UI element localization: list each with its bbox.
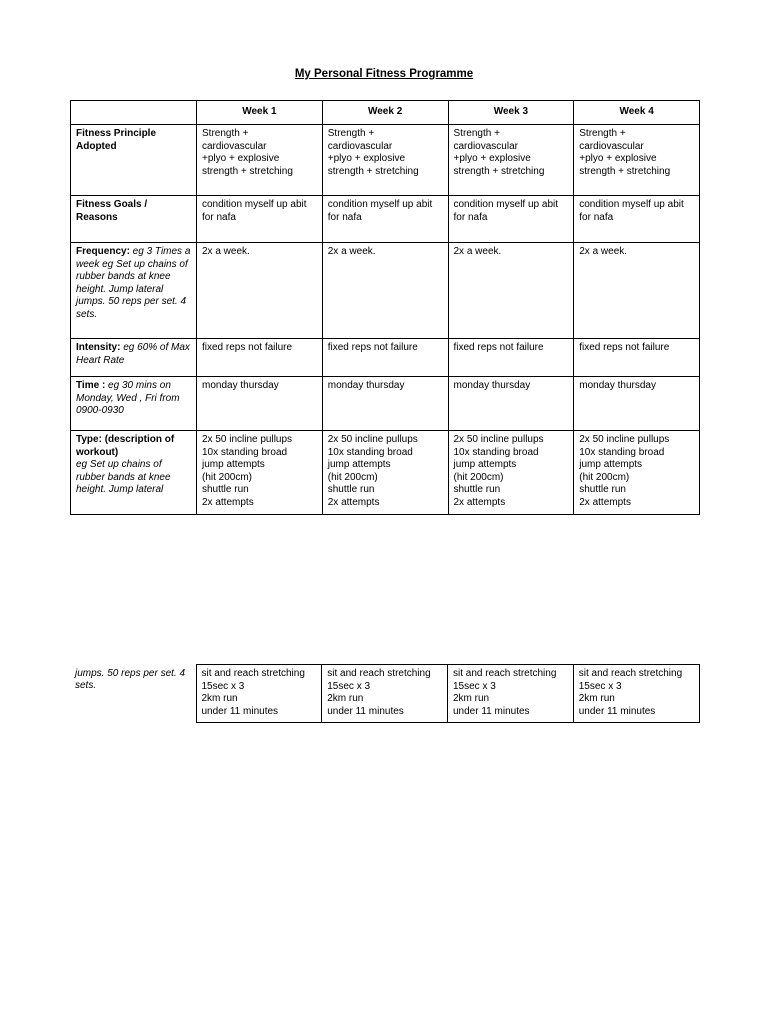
table-row-frequency (71, 243, 700, 339)
row-label-italic: eg 3 Times a week eg Set up chains of rubber bands at knee height. Jump lateral jumps. 50 reps per set. 4 sets. (76, 246, 191, 320)
table-row-fitness-goals (71, 196, 700, 243)
cell-principle-week-3: Strength + cardiovascular +plyo + explosive strength + stretching (448, 125, 574, 196)
cell-type-cont-week-1: sit and reach stretching 15sec x 3 2km run under 11 minutes (196, 665, 322, 723)
row-label-bold: Fitness Principle Adopted (76, 128, 157, 152)
cell-type-cont-week-4: sit and reach stretching 15sec x 3 2km run under 11 minutes (573, 665, 699, 723)
table-row-type-continued (70, 665, 699, 723)
table-row-intensity (71, 339, 700, 377)
row-label-bold: Intensity: (76, 342, 121, 353)
row-label-time (71, 377, 197, 431)
cell-frequency-week-4: 2x a week. (574, 243, 700, 339)
cell-type-week-4: 2x 50 incline pullups 10x standing broad jump attempts (hit 200cm) shuttle run 2x attempts (574, 431, 700, 515)
cell-type-week-3: 2x 50 incline pullups 10x standing broad jump attempts (hit 200cm) shuttle run 2x attempts (448, 431, 574, 515)
header-week-1: Week 1 (197, 101, 323, 125)
cell-goals-week-4: condition myself up abit for nafa (574, 196, 700, 243)
row-label-italic: jumps. 50 reps per set. 4 sets. (75, 667, 186, 691)
cell-type-cont-week-2: sit and reach stretching 15sec x 3 2km run under 11 minutes (322, 665, 448, 723)
table-row-fitness-principle (71, 125, 700, 196)
cell-intensity-week-3: fixed reps not failure (448, 339, 574, 377)
header-week-4: Week 4 (574, 101, 700, 125)
row-label-type (71, 431, 197, 515)
header-week-3: Week 3 (448, 101, 574, 125)
row-label-italic: eg 60% of Max Heart Rate (76, 342, 190, 366)
table-row-time (71, 377, 700, 431)
fitness-programme-table (70, 100, 700, 515)
row-label-fitness-goals (71, 196, 197, 243)
cell-type-week-2: 2x 50 incline pullups 10x standing broad jump attempts (hit 200cm) shuttle run 2x attempts (322, 431, 448, 515)
cell-time-week-3: monday thursday (448, 377, 574, 431)
row-label-intensity (71, 339, 197, 377)
cell-intensity-week-1: fixed reps not failure (197, 339, 323, 377)
cell-frequency-week-3: 2x a week. (448, 243, 574, 339)
cell-time-week-2: monday thursday (322, 377, 448, 431)
cell-principle-week-1: Strength + cardiovascular +plyo + explosive strength + stretching (197, 125, 323, 196)
cell-type-week-1: 2x 50 incline pullups 10x standing broad jump attempts (hit 200cm) shuttle run 2x attempts (197, 431, 323, 515)
cell-principle-week-4: Strength + cardiovascular +plyo + explosive strength + stretching (574, 125, 700, 196)
row-label-bold: Time : (76, 380, 106, 391)
row-label-italic: eg 30 mins on Monday, Wed , Fri from 0900-0930 (76, 380, 180, 416)
cell-goals-week-2: condition myself up abit for nafa (322, 196, 448, 243)
cell-intensity-week-4: fixed reps not failure (574, 339, 700, 377)
cell-goals-week-3: condition myself up abit for nafa (448, 196, 574, 243)
header-week-2: Week 2 (322, 101, 448, 125)
row-label-bold: Type: (description of workout) (76, 434, 175, 458)
cell-intensity-week-2: fixed reps not failure (322, 339, 448, 377)
cell-frequency-week-1: 2x a week. (197, 243, 323, 339)
row-label-bold: Fitness Goals / Reasons (76, 199, 148, 223)
cell-type-cont-week-3: sit and reach stretching 15sec x 3 2km run under 11 minutes (448, 665, 574, 723)
table-header-row (71, 101, 700, 125)
cell-time-week-1: monday thursday (197, 377, 323, 431)
row-label-frequency (71, 243, 197, 339)
fitness-programme-table-continued (70, 664, 700, 723)
header-cell-blank (71, 101, 197, 125)
cell-frequency-week-2: 2x a week. (322, 243, 448, 339)
cell-principle-week-2: Strength + cardiovascular +plyo + explosive strength + stretching (322, 125, 448, 196)
page-title: My Personal Fitness Programme (294, 68, 474, 80)
row-label-type-continued (70, 665, 196, 723)
row-label-fitness-principle (71, 125, 197, 196)
row-label-italic: eg Set up chains of rubber bands at knee height. Jump lateral (76, 459, 171, 495)
cell-time-week-4: monday thursday (574, 377, 700, 431)
table-row-type (71, 431, 700, 515)
row-label-bold: Frequency: (76, 246, 130, 257)
cell-goals-week-1: condition myself up abit for nafa (197, 196, 323, 243)
